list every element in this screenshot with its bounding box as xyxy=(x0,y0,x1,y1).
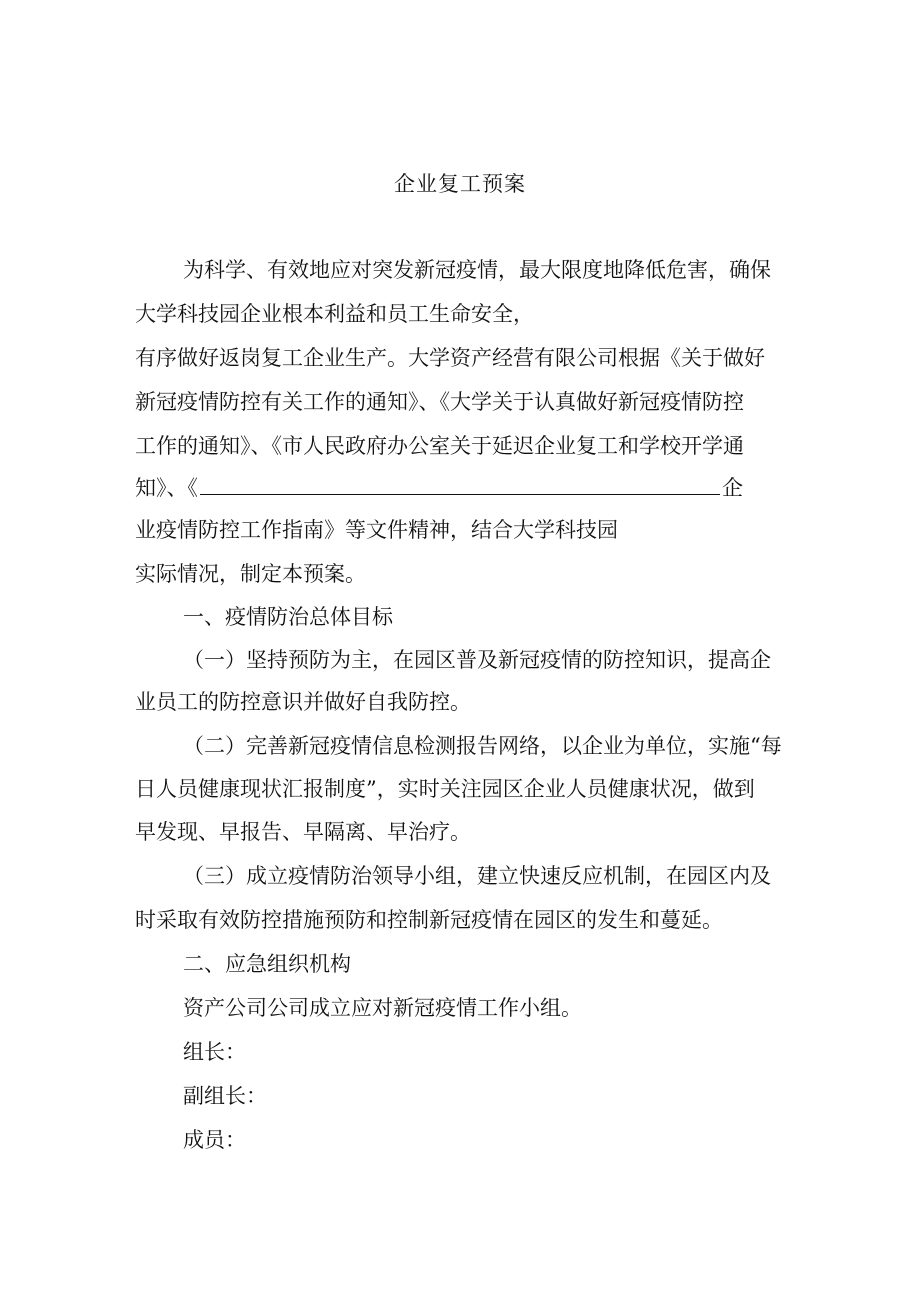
paragraph-line: 时采取有效防控措施预防和控制新冠疫情在园区的发生和蔓延。 xyxy=(135,908,723,932)
fill-in-blank xyxy=(200,474,720,495)
paragraph-line-with-blank xyxy=(135,474,743,502)
section-heading: 二、应急组织机构 xyxy=(183,952,351,976)
paragraph-line: 工作的通知》、《市人民政府办公室关于延迟企业复工和学校开学通 xyxy=(135,434,744,458)
document-title: 企业复工预案 xyxy=(394,172,526,196)
paragraph-line: 实际情况，制定本预案。 xyxy=(135,562,366,586)
field-label: 副组长： xyxy=(183,1084,267,1108)
paragraph-line: 有序做好返岗复工企业生产。大学资产经营有限公司根据《关于做好 xyxy=(135,346,765,370)
paragraph-line: 大学科技园企业根本利益和员工生命安全， xyxy=(135,302,534,326)
paragraph-line: 业疫情防控工作指南》等文件精神，结合大学科技园 xyxy=(135,518,618,542)
paragraph-line: 为科学、有效地应对突发新冠疫情，最大限度地降低危害，确保 xyxy=(183,258,771,282)
paragraph-line: （一）坚持预防为主，在园区普及新冠疫情的防控知识，提高企 xyxy=(183,648,771,672)
line-suffix: 企 xyxy=(722,476,743,500)
paragraph-line: 日人员健康现状汇报制度”，实时关注园区企业人员健康状况，做到 xyxy=(135,777,755,801)
field-label: 成员： xyxy=(183,1128,246,1152)
paragraph-line: （二）完善新冠疫情信息检测报告网络，以企业为单位，实施“每 xyxy=(183,734,782,758)
paragraph-line: 早发现、早报告、早隔离、早治疗。 xyxy=(135,820,471,844)
field-label: 组长： xyxy=(183,1040,246,1064)
paragraph-line: （三）成立疫情防治领导小组，建立快速反应机制，在园区内及 xyxy=(183,864,771,888)
paragraph-line: 资产公司公司成立应对新冠疫情工作小组。 xyxy=(183,996,582,1020)
paragraph-line: 新冠疫情防控有关工作的通知》、《大学关于认真做好新冠疫情防控 xyxy=(135,390,744,414)
paragraph-line: 业员工的防控意识并做好自我防控。 xyxy=(135,690,471,714)
section-heading: 一、疫情防治总体目标 xyxy=(183,605,393,629)
line-prefix: 知》、《 xyxy=(135,476,198,500)
